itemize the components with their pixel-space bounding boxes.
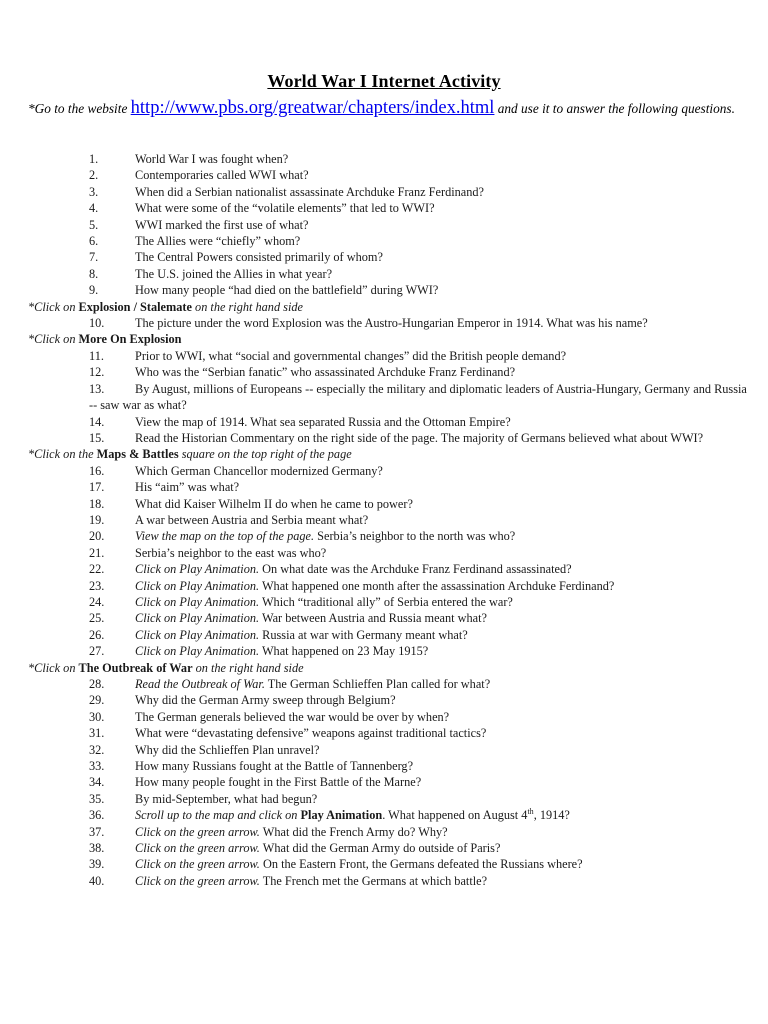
question-instruction: Click on Play Animation.	[135, 611, 260, 626]
question-item	[28, 315, 748, 331]
question-text: The picture under the word Explosion was the Austro-Hungarian Emperor in 1914. What was his name?	[135, 316, 648, 331]
question-text: What were “devastating defensive” weapons against traditional tactics?	[135, 726, 487, 741]
section-suffix: on the right hand side	[191, 299, 303, 314]
question-item	[28, 824, 748, 840]
question-item	[28, 856, 748, 872]
question-item	[28, 578, 748, 594]
question-number: 17.	[89, 480, 105, 495]
question-number: 29.	[89, 693, 105, 708]
question-number: 11.	[89, 348, 104, 363]
question-number: 1.	[89, 152, 99, 166]
question-item	[28, 627, 748, 643]
ordinal-suffix: th	[527, 807, 534, 817]
section-instruction	[28, 331, 748, 347]
question-number: 20.	[89, 529, 105, 544]
question-number: 7.	[89, 250, 99, 265]
question-item	[28, 167, 748, 183]
question-text: What did Kaiser Wilhelm II do when he came to power?	[135, 496, 413, 511]
section-instruction	[28, 299, 748, 315]
question-item	[28, 381, 748, 414]
question-item	[28, 512, 748, 528]
question-item	[28, 873, 748, 889]
question-number: 31.	[89, 726, 105, 741]
question-number: 9.	[89, 283, 99, 298]
question-text: A war between Austria and Serbia meant what?	[135, 512, 369, 527]
intro-suffix: and use it to answer the following questions.	[494, 101, 735, 116]
question-instruction: Click on the green arrow.	[135, 857, 260, 872]
question-text: Contemporaries called WWI what?	[135, 168, 309, 183]
question-item	[28, 692, 748, 708]
question-text: The French met the Germans at which battle?	[259, 873, 488, 888]
question-item	[28, 676, 748, 692]
question-item	[28, 217, 748, 233]
question-text: How many people fought in the First Battle of the Marne?	[135, 775, 422, 790]
question-instruction: Click on the green arrow.	[135, 841, 260, 856]
question-number: 18.	[89, 496, 105, 511]
question-text: Who was the “Serbian fanatic” who assassinated Archduke Franz Ferdinand?	[135, 365, 516, 380]
question-number: 5.	[89, 217, 99, 232]
question-text: How many Russians fought at the Battle of Tannenberg?	[135, 759, 414, 774]
question-number: 27.	[89, 644, 105, 659]
question-number: 3.	[89, 184, 99, 199]
question-number: 30.	[89, 709, 105, 724]
question-instruction: Click on Play Animation.	[135, 594, 260, 609]
section-instruction	[28, 446, 748, 462]
question-text: What happened on 23 May 1915?	[259, 644, 429, 659]
question-text: Prior to WWI, what “social and governmental changes” did the British people demand?	[135, 348, 567, 363]
question-item	[28, 643, 748, 659]
question-number: 39.	[89, 857, 105, 872]
question-text: What did the French Army do? Why?	[259, 824, 448, 839]
question-number: 23.	[89, 578, 105, 593]
question-number: 36.	[89, 808, 105, 823]
section-link-name: Explosion / Stalemate	[78, 299, 192, 314]
question-item	[28, 151, 748, 167]
question-text: Read the Historian Commentary on the right side of the page. The majority of Germans believed what about WWI?	[135, 430, 704, 445]
question-list	[28, 151, 748, 889]
question-number: 34.	[89, 775, 105, 790]
question-item	[28, 282, 748, 298]
question-instruction: Scroll up to the map and click on	[135, 808, 301, 823]
question-number: 10.	[89, 316, 105, 331]
question-item	[28, 233, 748, 249]
question-text: His “aim” was what?	[135, 480, 240, 495]
question-text-tail: , 1914?	[533, 808, 570, 823]
question-item	[28, 184, 748, 200]
question-item	[28, 725, 748, 741]
question-item	[28, 496, 748, 512]
question-instruction: Click on the green arrow.	[135, 873, 260, 888]
question-text: Why did the Schlieffen Plan unravel?	[135, 742, 320, 757]
question-number: 6.	[89, 234, 99, 249]
question-item	[28, 545, 748, 561]
question-item	[28, 610, 748, 626]
question-text: The German Schlieffen Plan called for what?	[264, 677, 491, 691]
section-prefix: *Click on	[28, 299, 79, 314]
intro-instructions	[28, 98, 748, 119]
question-item	[28, 791, 748, 807]
question-text: Why did the German Army sweep through Belgium?	[135, 693, 396, 708]
intro-prefix: *Go to the website	[28, 101, 131, 116]
question-number: 25.	[89, 611, 105, 626]
question-number: 19.	[89, 512, 105, 527]
question-text: The German generals believed the war would be over by when?	[135, 709, 450, 724]
question-text: Russia at war with Germany meant what?	[259, 627, 468, 642]
question-link-name: Play Animation	[300, 808, 383, 823]
website-link[interactable]: http://www.pbs.org/greatwar/chapters/index.html	[130, 98, 495, 118]
question-number: 22.	[89, 562, 105, 577]
question-number: 4.	[89, 201, 99, 216]
question-item	[28, 528, 748, 544]
question-item	[28, 200, 748, 216]
question-text: The Allies were “chiefly” whom?	[135, 234, 301, 249]
section-link-name: More On Explosion	[78, 332, 182, 347]
question-text: War between Austria and Russia meant what?	[259, 611, 488, 626]
question-instruction: Read the Outbreak of War.	[135, 677, 265, 691]
question-number: 14.	[89, 414, 105, 429]
question-item	[28, 414, 748, 430]
question-item	[28, 463, 748, 479]
question-text: What did the German Army do outside of Paris?	[259, 841, 501, 856]
section-link-name: Maps & Battles	[96, 447, 179, 462]
question-number: 16.	[89, 463, 105, 478]
question-text: The U.S. joined the Allies in what year?	[135, 266, 333, 281]
section-prefix: *Click on the	[28, 447, 97, 462]
question-text: The Central Powers consisted primarily of whom?	[135, 250, 383, 265]
page-title: World War I Internet Activity	[267, 71, 501, 91]
question-text: How many people “had died on the battlefield” during WWI?	[135, 283, 439, 298]
question-item	[28, 479, 748, 495]
question-number: 32.	[89, 742, 105, 757]
question-number: 21.	[89, 545, 105, 560]
question-number: 38.	[89, 841, 105, 856]
question-item	[28, 758, 748, 774]
question-text: On what date was the Archduke Franz Ferdinand assassinated?	[259, 562, 572, 577]
question-instruction: Click on Play Animation.	[135, 562, 260, 577]
question-number: 12.	[89, 365, 105, 380]
question-text: View the map of 1914. What sea separated Russia and the Ottoman Empire?	[135, 414, 511, 429]
question-number: 2.	[89, 168, 99, 183]
question-instruction: Click on Play Animation.	[135, 644, 260, 659]
question-number: 13.	[89, 381, 105, 396]
question-instruction: View the map on the top of the page.	[135, 529, 315, 544]
question-text: World War I was fought when?	[135, 152, 289, 166]
question-number: 35.	[89, 791, 105, 806]
question-item	[28, 364, 748, 380]
question-item	[28, 430, 748, 446]
question-number: 24.	[89, 594, 105, 609]
question-instruction: Click on Play Animation.	[135, 578, 260, 593]
question-text: WWI marked the first use of what?	[135, 217, 309, 232]
section-suffix: square on the top right of the page	[178, 447, 352, 462]
question-number: 15.	[89, 430, 105, 445]
question-text: By mid-September, what had begun?	[135, 791, 318, 806]
question-text: When did a Serbian nationalist assassinate Archduke Franz Ferdinand?	[135, 184, 484, 199]
question-text: On the Eastern Front, the Germans defeated the Russians where?	[259, 857, 583, 872]
section-link-name: The Outbreak of War	[78, 660, 193, 675]
section-prefix: *Click on	[28, 660, 79, 675]
question-text: What were some of the “volatile elements” that led to WWI?	[135, 201, 435, 216]
question-text: Which “traditional ally” of Serbia entered the war?	[259, 594, 513, 609]
question-instruction: Click on Play Animation.	[135, 627, 260, 642]
question-item	[28, 266, 748, 282]
question-item	[28, 807, 748, 823]
question-number: 26.	[89, 627, 105, 642]
question-item	[28, 249, 748, 265]
section-instruction	[28, 660, 748, 676]
question-number: 8.	[89, 266, 99, 281]
section-suffix: on the right hand side	[192, 660, 304, 675]
question-item	[28, 594, 748, 610]
question-item	[28, 774, 748, 790]
question-number: 37.	[89, 824, 105, 839]
question-item	[28, 709, 748, 725]
question-number: 28.	[89, 677, 105, 691]
section-prefix: *Click on	[28, 332, 79, 347]
question-item	[28, 561, 748, 577]
question-text: What happened one month after the assassination Archduke Ferdinand?	[259, 578, 615, 593]
question-text: By August, millions of Europeans -- especially the military and diplomatic leaders of Austria-Hungary, Germany and Russia -- saw war as what?	[89, 381, 747, 413]
question-item	[28, 742, 748, 758]
question-text: Which German Chancellor modernized Germany?	[135, 463, 383, 478]
question-text: . What happened on August 4	[382, 808, 528, 823]
question-text: Serbia’s neighbor to the east was who?	[135, 545, 327, 560]
question-instruction: Click on the green arrow.	[135, 824, 260, 839]
question-item	[28, 348, 748, 364]
question-text: Serbia’s neighbor to the north was who?	[314, 529, 516, 544]
question-number: 33.	[89, 759, 105, 774]
question-item	[28, 840, 748, 856]
question-number: 40.	[89, 873, 105, 888]
